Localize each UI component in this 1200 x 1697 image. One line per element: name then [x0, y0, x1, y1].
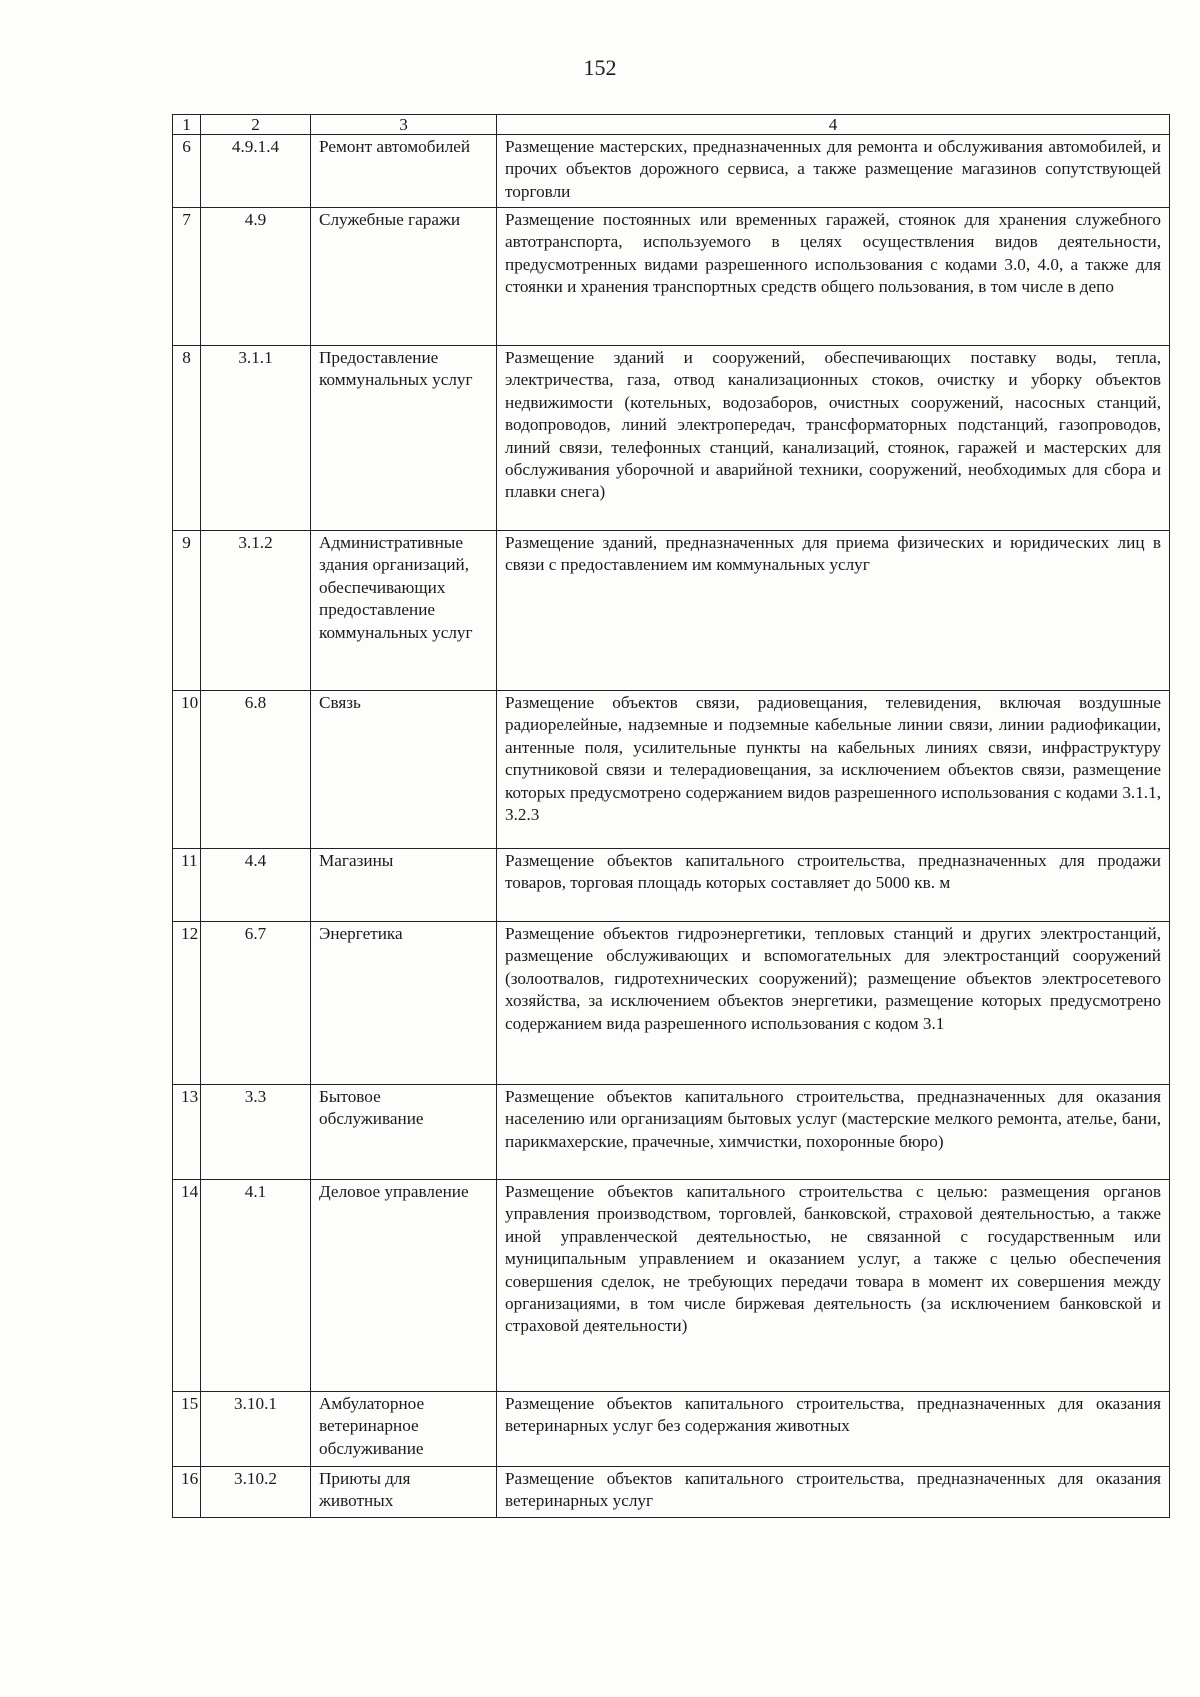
row-name: Приюты для животных: [311, 1467, 497, 1518]
table-row: [173, 346, 1170, 531]
table-row: [173, 1392, 1170, 1467]
row-number: 13: [173, 1085, 201, 1180]
row-number: 9: [173, 531, 201, 691]
row-name: Амбулаторное ветеринарное обслуживание: [311, 1392, 497, 1467]
table-row: [173, 691, 1170, 849]
row-name: Связь: [311, 691, 497, 849]
header-col-3: 3: [311, 115, 497, 135]
table-row: [173, 531, 1170, 691]
row-description: Размещение объектов капитального строительства, предназначенных для оказания ветеринарных услуг: [497, 1467, 1170, 1518]
row-description: Размещение объектов связи, радиовещания, телевидения, включая воздушные радиорелейные, надземные и подземные кабельные линии связи, линии радиофикации, антенные поля, усилительные пункты на кабельных линиях связи, инфраструктуру спутниковой связи и телерадиовещания, за исключением объектов связи, размещение которых предусмотрено содержанием видов разрешенного использования с кодами 3.1.1, 3.2.3: [497, 691, 1170, 849]
row-description: Размещение объектов капитального строительства с целью: размещения органов управления производством, торговлей, банковской, страховой деятельностью, а также иной управленческой деятельностью, не связанной с государственным или муниципальным управлением и оказанием услуг, а также с целью обеспечения совершения сделок, не требующих передачи товара в момент их совершения между организациями, в том числе биржевая деятельность (за исключением банковской и страховой деятельности): [497, 1180, 1170, 1392]
row-number: 7: [173, 208, 201, 346]
row-number: 16: [173, 1467, 201, 1518]
row-description: Размещение зданий, предназначенных для приема физических и юридических лиц в связи с предоставлением им коммунальных услуг: [497, 531, 1170, 691]
row-name: Служебные гаражи: [311, 208, 497, 346]
table-row: [173, 1180, 1170, 1392]
row-code: 3.10.2: [201, 1467, 311, 1518]
table-row: [173, 208, 1170, 346]
table-row: [173, 1085, 1170, 1180]
row-number: 14: [173, 1180, 201, 1392]
row-description: Размещение объектов гидроэнергетики, тепловых станций и других электростанций, размещение обслуживающих и вспомогательных для электростанций сооружений (золоотвалов, гидротехнических сооружений); размещение объектов электросетевого хозяйства, за исключением объектов энергетики, размещение которых предусмотрено содержанием вида разрешенного использования с кодом 3.1: [497, 922, 1170, 1085]
row-number: 8: [173, 346, 201, 531]
row-code: 4.1: [201, 1180, 311, 1392]
row-code: 4.4: [201, 849, 311, 922]
row-name: Энергетика: [311, 922, 497, 1085]
row-description: Размещение зданий и сооружений, обеспечивающих поставку воды, тепла, электричества, газа, отвод канализационных стоков, очистку и уборку объектов недвижимости (котельных, водозаборов, очистных сооружений, насосных станций, водопроводов, линий электропередач, трансформаторных подстанций, газопроводов, линий связи, телефонных станций, канализаций, стоянок, гаражей и мастерских для обслуживания уборочной и аварийной техники, сооружений, необходимых для сбора и плавки снега): [497, 346, 1170, 531]
land-use-table: [172, 114, 1170, 1518]
row-number: 11: [173, 849, 201, 922]
row-description: Размещение объектов капитального строительства, предназначенных для продажи товаров, торговая площадь которых составляет до 5000 кв. м: [497, 849, 1170, 922]
header-col-4: 4: [497, 115, 1170, 135]
row-code: 3.1.2: [201, 531, 311, 691]
row-code: 3.3: [201, 1085, 311, 1180]
row-number: 10: [173, 691, 201, 849]
header-col-2: 2: [201, 115, 311, 135]
table-row: [173, 922, 1170, 1085]
row-name: Ремонт автомобилей: [311, 135, 497, 208]
row-code: 4.9: [201, 208, 311, 346]
table-row: [173, 135, 1170, 208]
row-number: 12: [173, 922, 201, 1085]
table-row: [173, 1467, 1170, 1518]
table-row: [173, 849, 1170, 922]
row-description: Размещение мастерских, предназначенных для ремонта и обслуживания автомобилей, и прочих объектов дорожного сервиса, а также размещение магазинов сопутствующей торговли: [497, 135, 1170, 208]
row-code: 4.9.1.4: [201, 135, 311, 208]
row-code: 3.10.1: [201, 1392, 311, 1467]
row-number: 6: [173, 135, 201, 208]
row-description: Размещение постоянных или временных гаражей, стоянок для хранения служебного автотранспорта, используемого в целях осуществления видов деятельности, предусмотренных видами разрешенного использования с кодами 3.0, 4.0, а также для стоянки и хранения транспортных средств общего пользования, в том числе в депо: [497, 208, 1170, 346]
row-name: Предоставление коммунальных услуг: [311, 346, 497, 531]
page-number: 152: [583, 55, 617, 80]
row-code: 6.7: [201, 922, 311, 1085]
header-col-1: 1: [173, 115, 201, 135]
row-name: Магазины: [311, 849, 497, 922]
row-code: 6.8: [201, 691, 311, 849]
table-header-row: [173, 115, 1170, 135]
row-description: Размещение объектов капитального строительства, предназначенных для оказания населению или организациям бытовых услуг (мастерские мелкого ремонта, ателье, бани, парикмахерские, прачечные, химчистки, похоронные бюро): [497, 1085, 1170, 1180]
row-name: Деловое управление: [311, 1180, 497, 1392]
row-description: Размещение объектов капитального строительства, предназначенных для оказания ветеринарных услуг без содержания животных: [497, 1392, 1170, 1467]
row-number: 15: [173, 1392, 201, 1467]
row-code: 3.1.1: [201, 346, 311, 531]
row-name: Бытовое обслуживание: [311, 1085, 497, 1180]
row-name: Административные здания организаций, обеспечивающих предоставление коммунальных услуг: [311, 531, 497, 691]
